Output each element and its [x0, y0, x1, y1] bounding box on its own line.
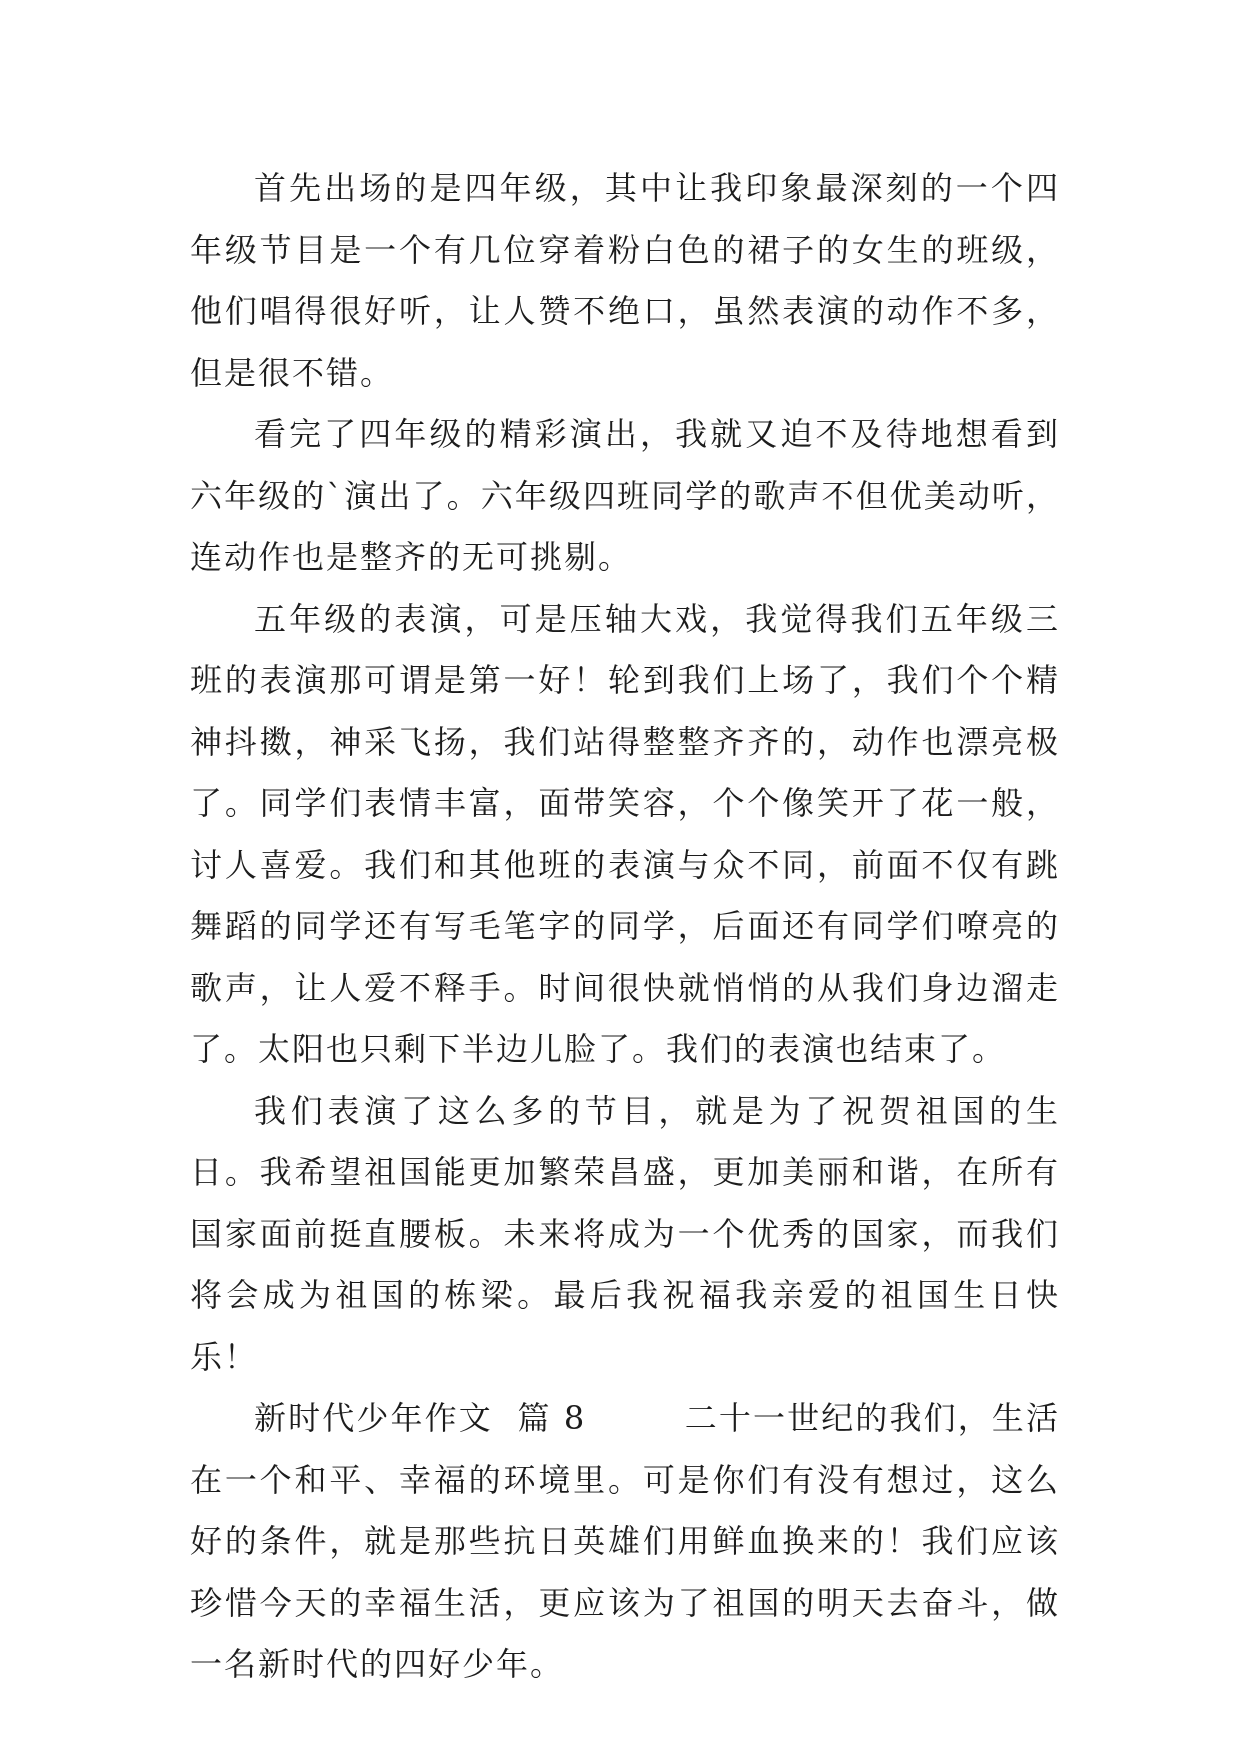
- paragraph-sixth-grade: 看完了四年级的精彩演出，我就又迫不及待地想看到六年级的`演出了。六年级四班同学的歌声不但优美动听，连动作也是整齐的无可挑剔。: [190, 415, 1060, 576]
- document-body: [190, 158, 1060, 1696]
- paragraph-fifth-grade: 五年级的表演，可是压轴大戏，我觉得我们五年级三班的表演那可谓是第一好！轮到我们上场了，我们个个精神抖擞，神采飞扬，我们站得整整齐齐的，动作也漂亮极了。同学们表情丰富，面带笑容，个个像笑开了花一般，讨人喜爱。我们和其他班的表演与众不同，前面不仅有跳舞蹈的同学还有写毛笔字的同学，后面还有同学们嘹亮的歌声，让人爱不释手。时间很快就悄悄的从我们身边溜走了。太阳也只剩下半边儿脸了。我们的表演也结束了。: [190, 599, 1060, 1068]
- paragraph-essay-8: 新时代少年作文 篇 8 二十一世纪的我们，生活在一个和平、幸福的环境里。可是你们有没有想过，这么好的条件，就是那些抗日英雄们用鲜血换来的！我们应该珍惜今天的幸福生活，更应该为了祖国的明天去奋斗，做一名新时代的四好少年。: [190, 1399, 1060, 1683]
- paragraph-first-performance: 首先出场的是四年级，其中让我印象最深刻的一个四年级节目是一个有几位穿着粉白色的裙子的女生的班级，他们唱得很好听，让人赞不绝口，虽然表演的动作不多，但是很不错。: [190, 169, 1060, 392]
- paragraph-motherland-birthday: 我们表演了这么多的节目，就是为了祝贺祖国的生日。我希望祖国能更加繁荣昌盛，更加美丽和谐，在所有国家面前挺直腰板。未来将成为一个优秀的国家，而我们将会成为祖国的栋梁。最后我祝福我亲爱的祖国生日快乐！: [190, 1091, 1060, 1376]
